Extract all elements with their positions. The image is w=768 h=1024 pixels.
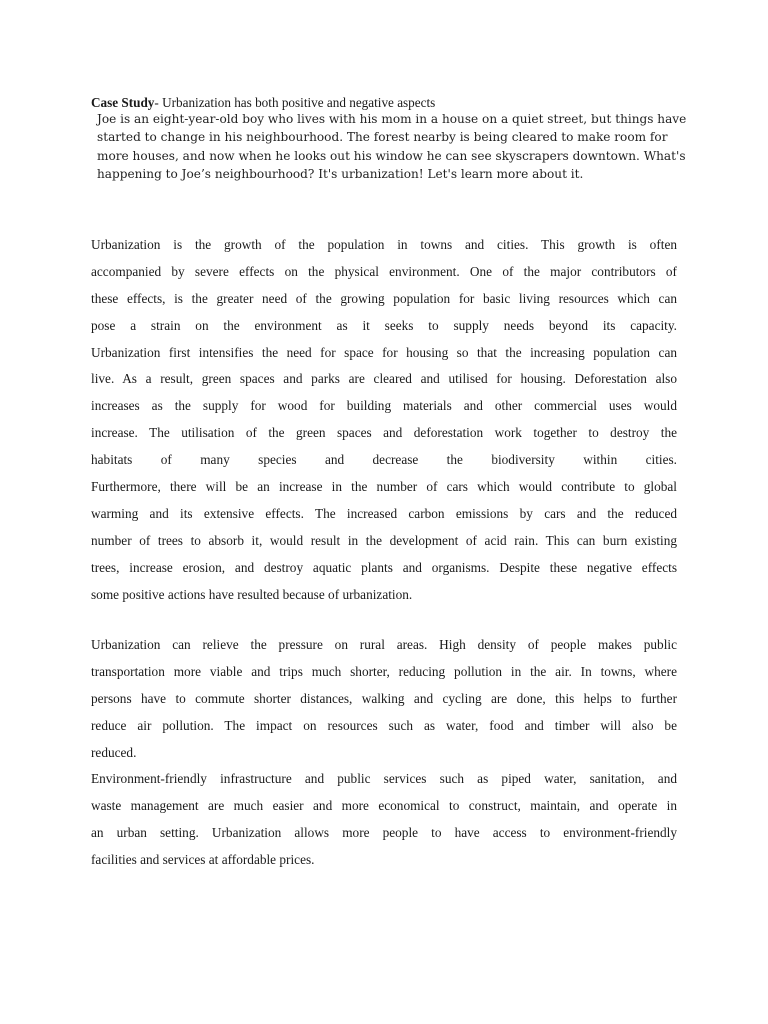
paragraph-line: Environment-friendly infrastructure and public services such as piped water, sanitation, and — [91, 771, 677, 787]
paragraph-line: increase. The utilisation of the green spaces and deforestation work together to destroy the — [91, 425, 677, 441]
intro-paragraph — [97, 110, 697, 183]
paragraph-line: Urbanization is the growth of the population in towns and cities. This growth is often — [91, 237, 677, 252]
paragraph-line: Urbanization first intensifies the need for space for housing so that the increasing population can — [91, 344, 677, 360]
intro-line: more houses, and now when he looks out his window he can see skyscrapers downtown. What's — [97, 148, 686, 163]
paragraph-line: number of trees to absorb it, would result in the development of acid rain. This can burn existing — [91, 532, 677, 548]
paragraph-line: these effects, is the greater need of the growing population for basic living resources which can — [91, 290, 677, 306]
intro-line: happening to Joe’s neighbourhood? It's urbanization! Let's learn more about it. — [97, 166, 584, 181]
paragraph-line: live. As a result, green spaces and parks are cleared and utilised for housing. Deforestation also — [91, 371, 677, 387]
paragraph-line: increases as the supply for wood for building materials and other commercial uses would — [91, 398, 677, 414]
body-paragraph-positive-effects — [91, 632, 677, 874]
paragraph-line: warming and its extensive effects. The increased carbon emissions by cars and the reduced — [91, 505, 677, 521]
intro-line: Joe is an eight-year-old boy who lives with his mom in a house on a quiet street, but things have — [97, 112, 687, 126]
intro-line: started to change in his neighbourhood. The forest nearby is being cleared to make room for — [97, 130, 668, 145]
paragraph-line: an urban setting. Urbanization allows more people to have access to environment-friendly — [91, 825, 677, 841]
case-study-label: Case Study — [91, 95, 155, 110]
paragraph-line: reduced. — [91, 744, 137, 760]
paragraph-line: facilities and services at affordable prices. — [91, 852, 315, 868]
paragraph-line: transportation more viable and trips much shorter, reducing pollution in the air. In towns, where — [91, 663, 677, 679]
paragraph-line: pose a strain on the environment as it seeks to supply needs beyond its capacity. — [91, 317, 677, 333]
paragraph-line: waste management are much easier and more economical to construct, maintain, and operate in — [91, 798, 677, 814]
paragraph-line: Urbanization can relieve the pressure on rural areas. High density of people makes public — [91, 637, 677, 652]
case-study-title: - Urbanization has both positive and negative aspects — [154, 95, 436, 110]
paragraph-line: reduce air pollution. The impact on resources such as water, food and timber will also be — [91, 717, 677, 733]
paragraph-line: habitats of many species and decrease the biodiversity within cities. — [91, 452, 677, 468]
paragraph-line: some positive actions have resulted because of urbanization. — [91, 586, 413, 602]
paragraph-line: accompanied by severe effects on the physical environment. One of the major contributors of — [91, 263, 677, 279]
body-paragraph-negative-effects — [91, 232, 677, 608]
paragraph-line: Furthermore, there will be an increase in the number of cars which would contribute to global — [91, 479, 677, 495]
paragraph-line: persons have to commute shorter distances, walking and cycling are done, this helps to further — [91, 690, 677, 706]
paragraph-line: trees, increase erosion, and destroy aquatic plants and organisms. Despite these negative effects — [91, 559, 677, 575]
